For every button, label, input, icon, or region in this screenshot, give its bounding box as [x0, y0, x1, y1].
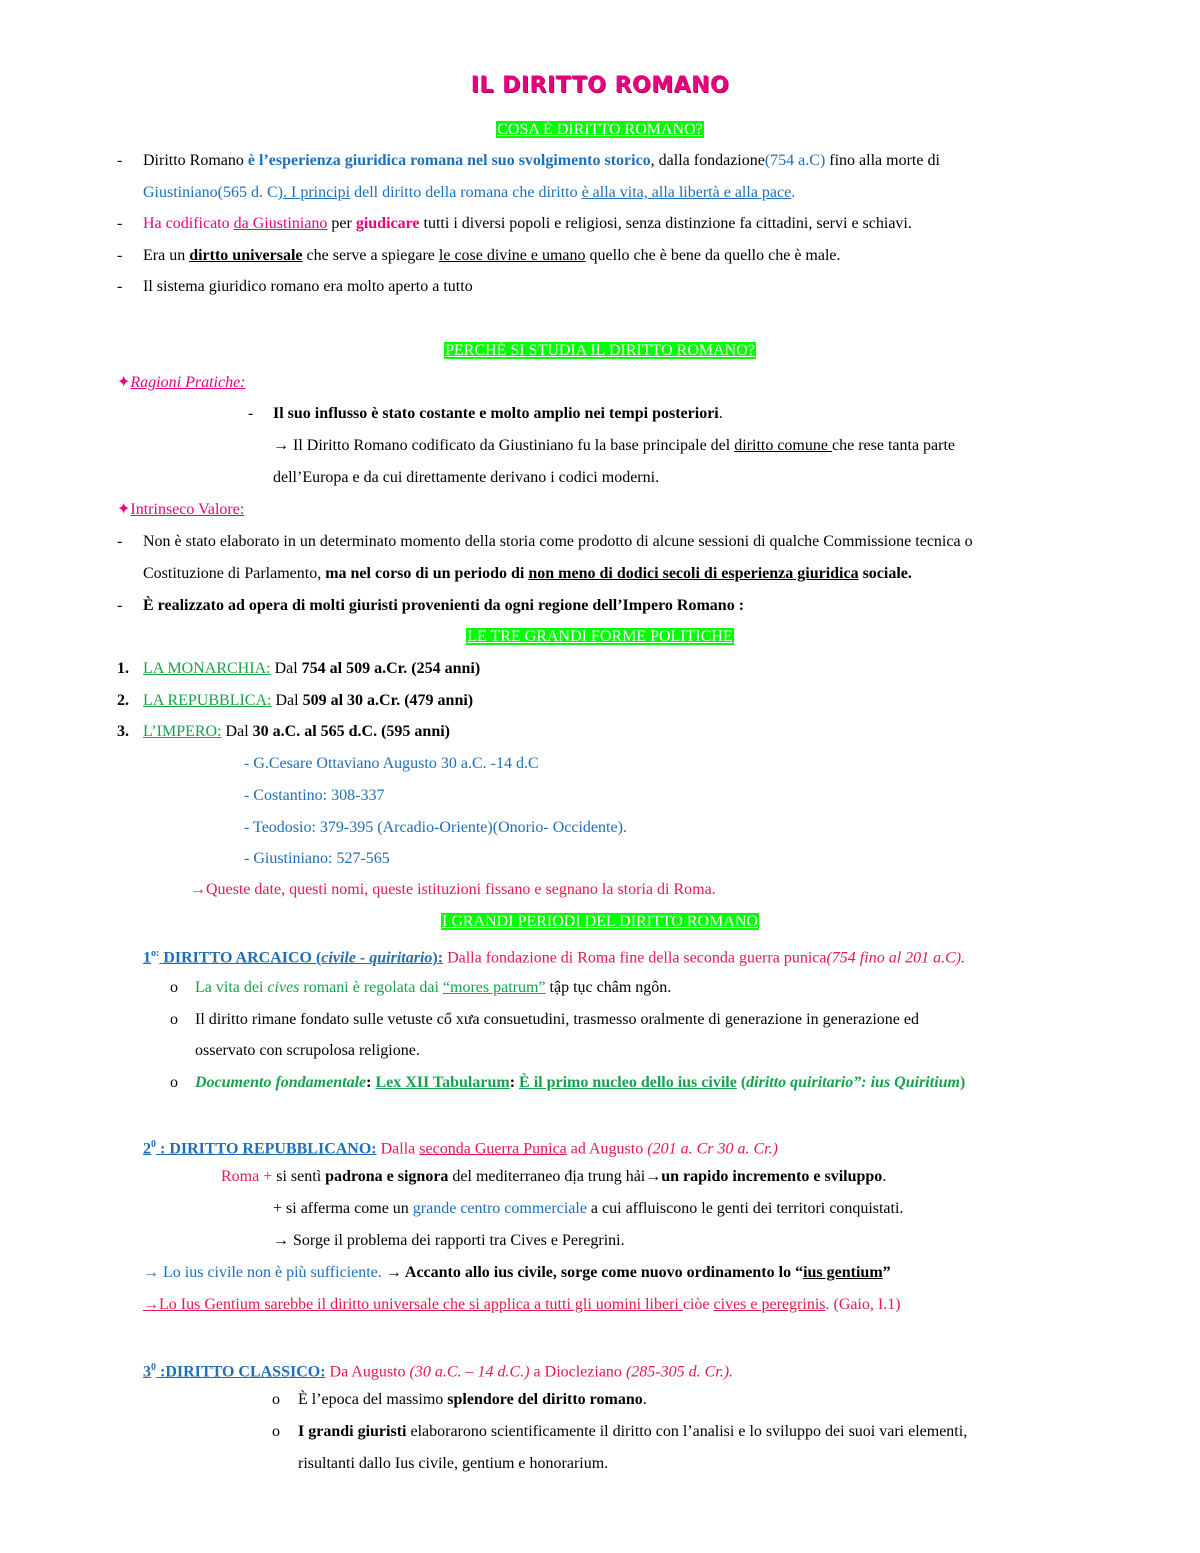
forme-note: →Queste date, questi nomi, queste istituzioni fissano e segnano la storia di Roma.: [190, 881, 716, 898]
sparkle-icon: ✦: [117, 374, 131, 391]
sparkle-icon: ✦: [117, 501, 131, 518]
period-2-line-2: + si afferma come un grande centro commerciale a cui affluiscono le genti dei territori conquistati.: [273, 1200, 904, 1217]
bullet-dash: -: [117, 597, 123, 614]
circle-bullet-icon: o: [170, 1011, 178, 1028]
forma-impero: L’IMPERO: Dal 30 a.C. al 565 d.C. (595 anni): [143, 723, 450, 740]
section-heading-cosa: COSA È DIRITTO ROMANO?: [497, 121, 703, 138]
section-heading-forme: LE TRE GRANDI FORME POLITICHE: [467, 628, 733, 645]
intrinseco-item-1-line-2: Costituzione di Parlamento, ma nel corso di un periodo di non meno di dodici secoli di esperienza giuridica sociale.: [143, 565, 912, 582]
s1-item-2: Ha codificato da Giustiniano per giudicare tutti i diversi popoli e religiosi, senza distinzione fa cittadini, servi e schiavi.: [143, 215, 912, 232]
s1-item-3: Era un dirtto universale che serve a spiegare le cose divine e umano quello che è bene da quello che è male.: [143, 247, 841, 264]
s1-item-1-line-2: Giustiniano(565 d. C). I principi dell diritto della romana che diritto è alla vita, alla libertà e alla pace.: [143, 184, 796, 201]
period-2-line-3: → Sorge il problema dei rapporti tra Cives e Peregrini.: [273, 1232, 625, 1249]
bullet-dash: -: [248, 405, 254, 422]
emperor-giustiniano: - Giustiniano: 527-565: [244, 850, 390, 867]
ragioni-item: Il suo influsso è stato costante e molto amplio nei tempi posteriori.: [273, 405, 723, 422]
circle-bullet-icon: o: [170, 1074, 178, 1091]
period-3-heading: $3^0$ :DIRITTO CLASSICO: Da Augusto (30 a.C. – 14 d.C.) a Diocleziano (285-305 d. Cr.).: [143, 1362, 734, 1381]
forma-monarchia: LA MONARCHIA: Dal 754 al 509 a.Cr. (254 anni): [143, 660, 481, 677]
bullet-dash: -: [117, 215, 123, 232]
ragioni-pratiche-heading: ✦Ragioni Pratiche:: [117, 374, 246, 391]
intrinseco-item-2: È realizzato ad opera di molti giuristi provenienti da ogni regione dell’Impero Romano :: [143, 597, 745, 614]
period-1-item-2-line-2: osservato con scrupolosa religione.: [195, 1042, 420, 1059]
s1-item-4: Il sistema giuridico romano era molto aperto a tutto: [143, 278, 473, 295]
period-2-line-1: Roma + si sentì padrona e signora del mediterraneo địa trung hải→un rapido incremento e sviluppo.: [221, 1168, 887, 1185]
emperor-costantino: - Costantino: 308-337: [244, 787, 385, 804]
period-1-item-2-line-1: Il diritto rimane fondato sulle vetuste cổ xưa consuetudini, trasmesso oralmente di generazione in generazione ed: [195, 1011, 919, 1028]
list-number: 3.: [117, 723, 129, 740]
bullet-dash: -: [117, 533, 123, 550]
period-1-item-3: Documento fondamentale: Lex XII Tabularum: È il primo nucleo dello ius civile (diritto quiritario”: ius Quiritium): [195, 1074, 966, 1091]
list-number: 1.: [117, 660, 129, 677]
bullet-dash: -: [117, 247, 123, 264]
period-1-heading: $1^{o:}$ DIRITTO ARCAICO (civile - quiritario): Dalla fondazione di Roma fine della seconda guerra punica(754 fino al 201 a.C).: [143, 948, 966, 967]
ragioni-line-2: → Il Diritto Romano codificato da Giustiniano fu la base principale del diritto comune che rese tanta parte: [273, 437, 956, 454]
list-number: 2.: [117, 692, 129, 709]
emperor-augusto: - G.Cesare Ottaviano Augusto 30 a.C. -14 d.C: [244, 755, 539, 772]
section-heading-perche: PERCHÉ SI STUDIA IL DIRITTO ROMANO?: [445, 342, 755, 359]
intrinseco-item-1-line-1: Non è stato elaborato in un determinato momento della storia come prodotto di alcune sessioni di qualche Commissione tecnica o: [143, 533, 973, 550]
page-title: IL DIRITTO ROMANO: [470, 73, 730, 98]
period-3-item-1: È l’epoca del massimo splendore del diritto romano.: [298, 1391, 647, 1408]
bullet-dash: -: [117, 152, 123, 169]
section-heading-periodi: I GRANDI PERIODI DEL DIRITTO ROMANO: [442, 913, 758, 930]
period-2-line-4: → Lo ius civile non è più sufficiente. → Accanto allo ius civile, sorge come nuovo ordinamento lo “ius gentium”: [143, 1264, 891, 1281]
emperor-teodosio: - Teodosio: 379-395 (Arcadio-Oriente)(Onorio- Occidente).: [244, 819, 627, 836]
circle-bullet-icon: o: [272, 1423, 280, 1440]
s1-item-1-line-1: Diritto Romano è l’esperienza giuridica romana nel suo svolgimento storico, dalla fondazione(754 a.C) fino alla morte di: [143, 152, 940, 169]
period-1-item-1: La vita dei cives romani è regolata dai “mores patrum” tập tục châm ngôn.: [195, 979, 672, 996]
intrinseco-valore-heading: ✦Intrinseco Valore:: [117, 501, 245, 518]
period-3-item-2-line-2: risultanti dallo Ius civile, gentium e honorarium.: [298, 1455, 609, 1472]
period-2-heading: $2^0$ : DIRITTO REPUBBLICANO: Dalla seconda Guerra Punica ad Augusto (201 a. Cr 30 a. Cr.): [143, 1139, 778, 1158]
circle-bullet-icon: o: [170, 979, 178, 996]
ragioni-line-3: dell’Europa e da cui direttamente derivano i codici moderni.: [273, 469, 660, 486]
forma-repubblica: LA REPUBBLICA: Dal 509 al 30 a.Cr. (479 anni): [143, 692, 474, 709]
circle-bullet-icon: o: [272, 1391, 280, 1408]
period-2-line-5: →Lo Ius Gentium sarebbe il diritto universale che si applica a tutti gli uomini liberi ciòe cives e peregrinis. (Gaio, I.1): [143, 1296, 901, 1313]
bullet-dash: -: [117, 278, 123, 295]
period-3-item-2-line-1: I grandi giuristi elaborarono scientificamente il diritto con l’analisi e lo sviluppo dei suoi vari elementi,: [298, 1423, 968, 1440]
